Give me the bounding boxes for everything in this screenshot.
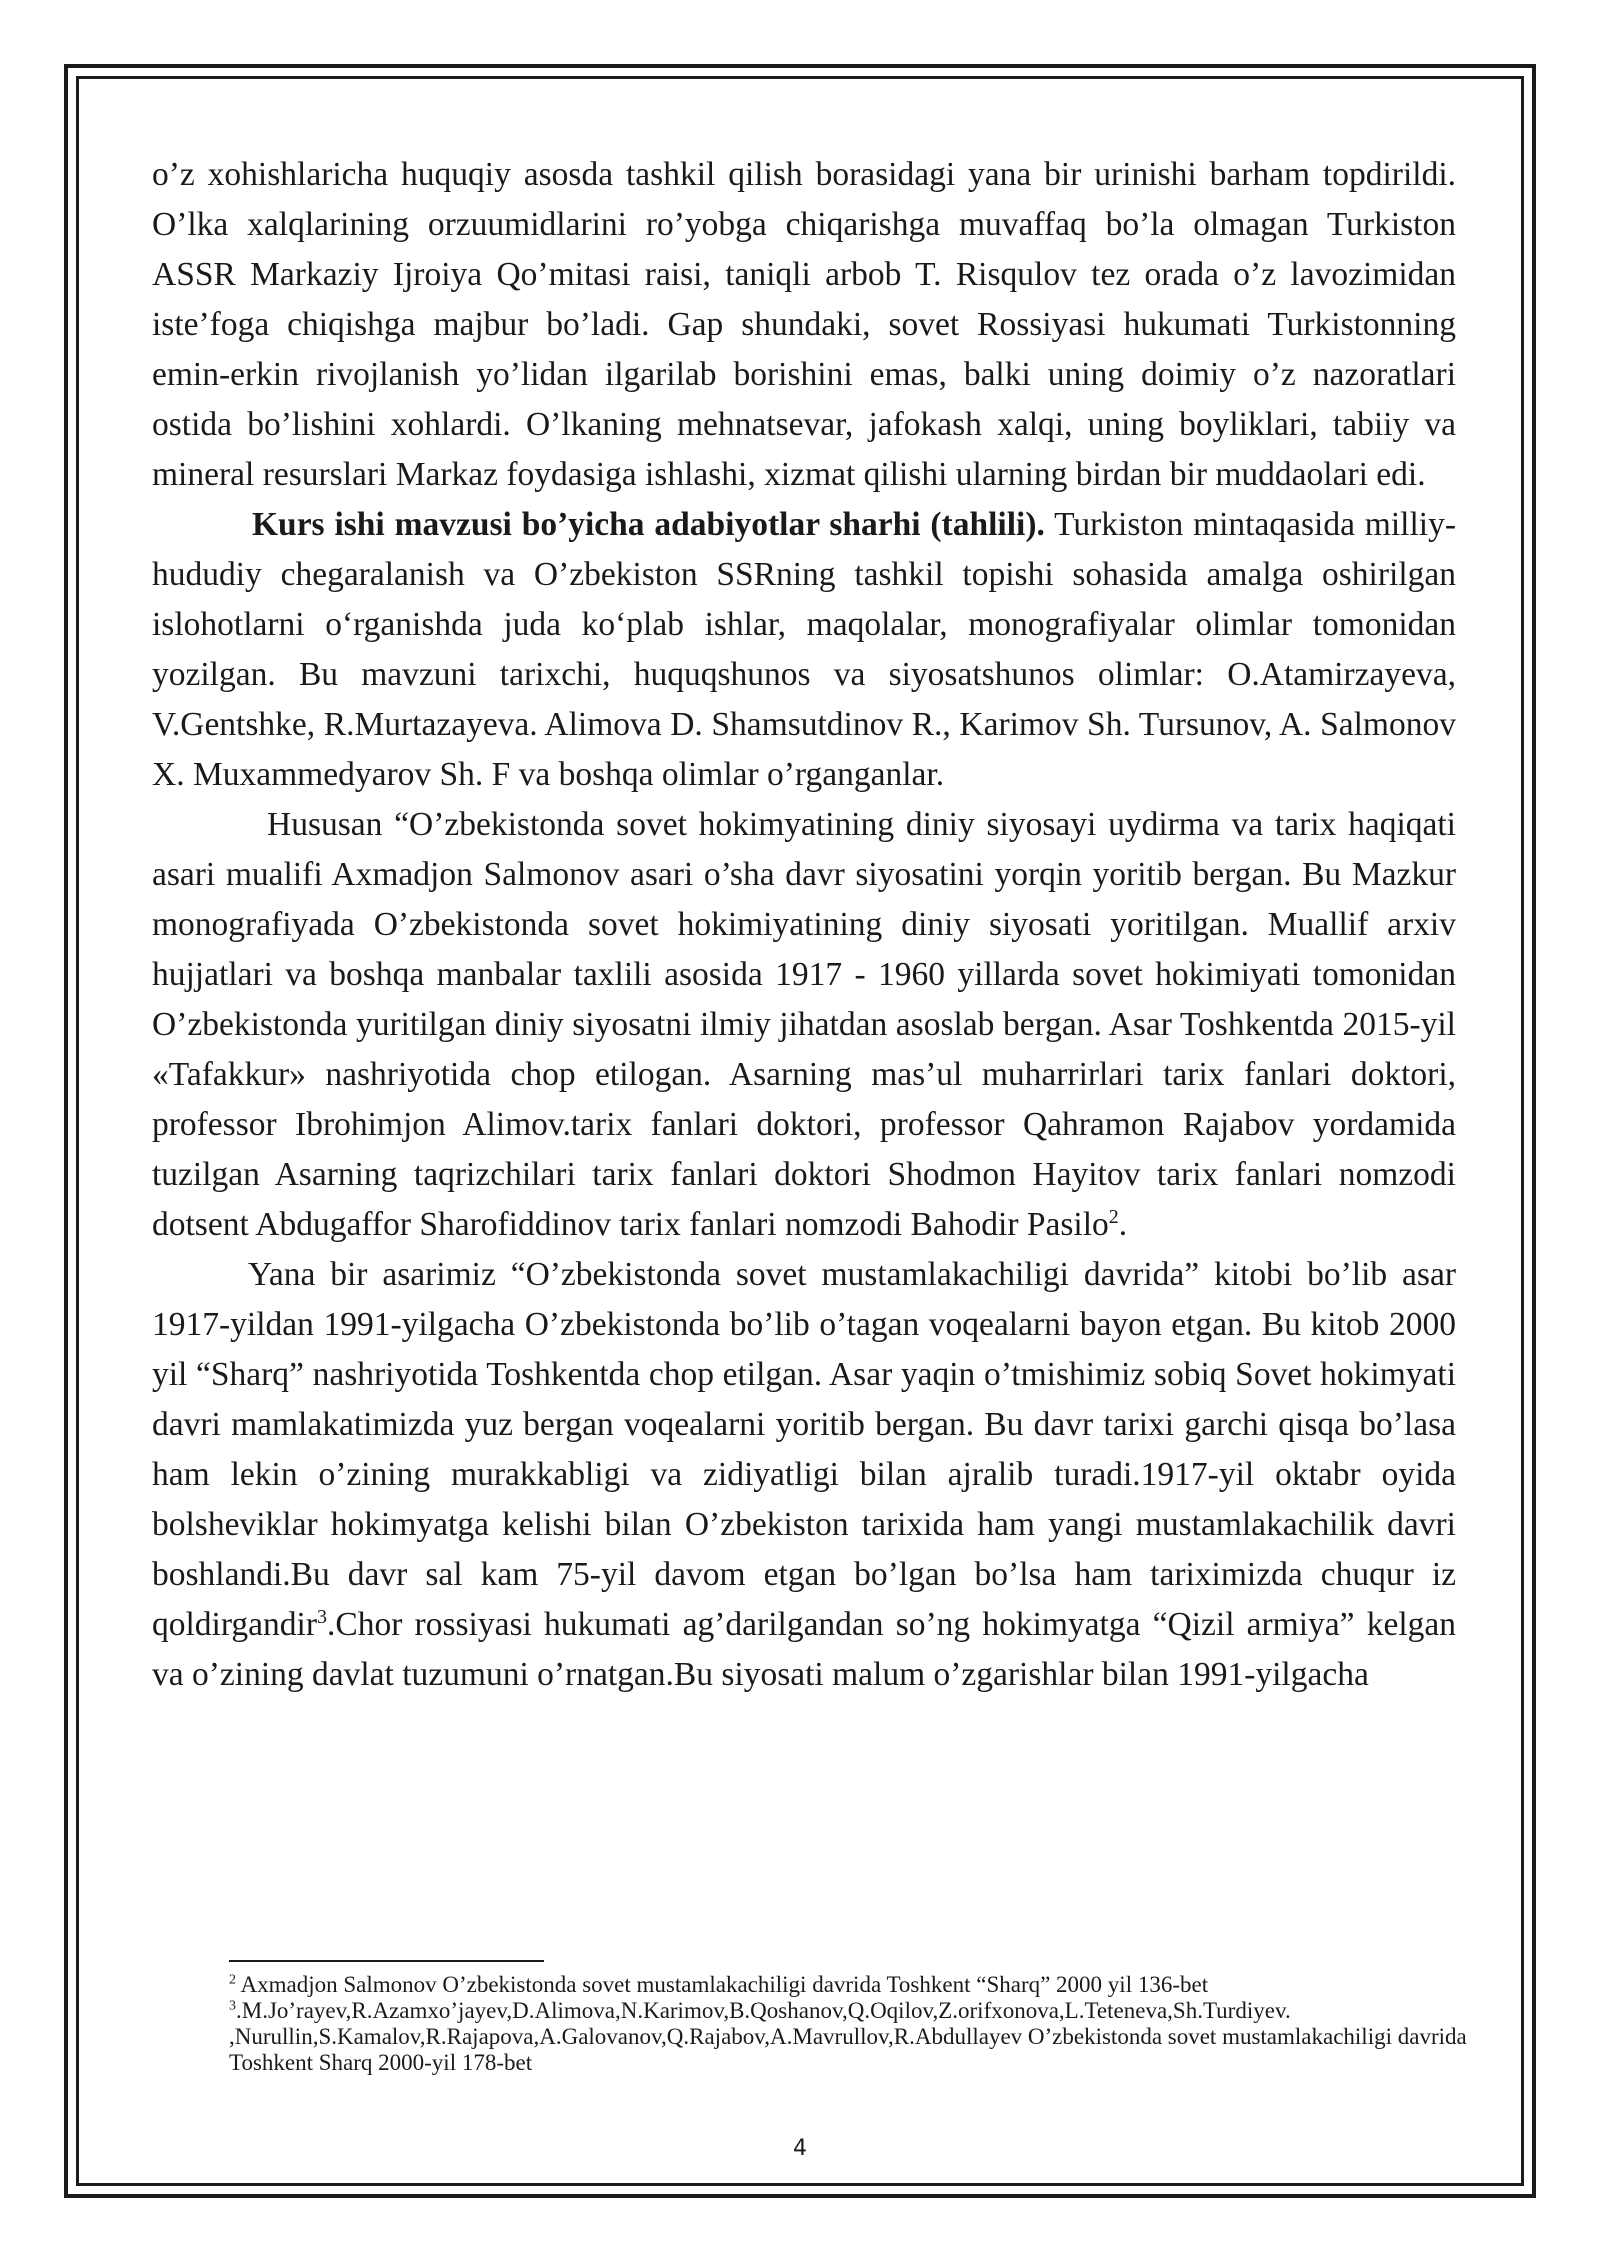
- footnotes: [229, 1972, 1491, 2076]
- footnote-separator: [229, 1960, 544, 1962]
- footnote-3-text: .M.Jo’rayev,R.Azamxo’jayev,D.Alimova,N.Karimov,B.Qoshanov,Q.Oqilov,Z.orifxonova,L.Teteneva,Sh.Turdiyev. ,Nurullin,S.Kamalov,R.Rajapova,A.Galovanov,Q.Rajabov,A.Mavrullov,R.Abdullayev O’zbekistonda sovet mustamlakachiligi davrida Toshkent Sharq 2000-yil 178-bet: [229, 1998, 1467, 2075]
- footnote-2: [229, 1972, 1491, 1998]
- footnote-ref-3[interactable]: 3: [317, 1605, 327, 1628]
- paragraph-1-text: o’z xohishlaricha huquqiy asosda tashkil qilish borasidagi yana bir urinishi barham topdirildi. O’lka xalqlarining orzuumidlarini ro’yobga chiqarishga muvaffaq bo’la olmagan Turkiston ASSR Markaziy Ijroiya Qo’mitasi raisi, taniqli arbob T. Risqulov tez orada o’z lavozimidan iste’foga chiqishga majbur bo’ladi. Gap shundaki, sovet Rossiyasi hukumati Turkistonning emin-erkin rivojlanish yo’lidan ilgarilab borishini emas, balki uning doimiy o’z nazoratlari ostida bo’lishini xohlardi. O’lkaning mehnatsevar, jafokash xalqi, uning boyliklari, tabiiy va mineral resurslari Markaz foydasiga ishlashi, xizmat qilishi ularning birdan bir muddaolari edi.: [152, 156, 1456, 493]
- footnote-3: [229, 1998, 1491, 2076]
- paragraph-1: [152, 150, 1456, 500]
- paragraph-3-end: .: [1118, 1206, 1128, 1243]
- footnote-2-text: Axmadjon Salmonov O’zbekistonda sovet mustamlakachiligi davrida Toshkent “Sharq” 2000 yil 136-bet: [236, 1972, 1209, 1997]
- paragraph-3-text: Hususan “O’zbekistonda sovet hokimyatining diniy siyosayi uydirma va tarix haqiqati asari mualifi Axmadjon Salmonov asari o’sha davr siyosatini yorqin yoritib bergan. Bu Mazkur monografiyada O’zbekistonda sovet hokimiyatining diniy siyosati yoritilgan. Muallif arxiv hujjatlari va boshqa manbalar taxlili asosida 1917 - 1960 yillarda sovet hokimiyati tomonidan O’zbekistonda yuritilgan diniy siyosatni ilmiy jihatdan asoslab bergan. Asar Toshkentda 2015-yil «Tafakkur» nashriyotida chop etilogan. Asarning mas’ul muharrirlari tarix fanlari doktori, professor Ibrohimjon Alimov.tarix fanlari doktori, professor Qahramon Rajabov yordamida tuzilgan Asarning taqrizchilari tarix fanlari doktori Shodmon Hayitov tarix fanlari nomzodi dotsent Abdugaffor Sharofiddinov tarix fanlari nomzodi Bahodir Pasilo: [152, 806, 1456, 1243]
- footnote-2-mark: 2: [229, 1972, 236, 1988]
- main-text: [152, 150, 1456, 1700]
- page-number: 4: [793, 2136, 807, 2161]
- footnote-ref-2[interactable]: 2: [1108, 1205, 1119, 1228]
- paragraph-4: [152, 1250, 1456, 1700]
- paragraph-4-end: .Chor rossiyasi hukumati ag’darilgandan so’ng hokimyatga “Qizil armiya” kelgan va o’zining davlat tuzumuni o’rnatgan.Bu siyosati malum o’zgarishlar bilan 1991-yilgacha: [152, 1606, 1456, 1693]
- paragraph-4-text: Yana bir asarimiz “O’zbekistonda sovet mustamlakachiligi davrida” kitobi bo’lib asar 1917-yildan 1991-yilgacha O’zbekistonda bo’lib o’tagan voqealarni bayon etgan. Bu kitob 2000 yil “Sharq” nashriyotida Toshkentda chop etilgan. Asar yaqin o’tmishimiz sobiq Sovet hokimyati davri mamlakatimizda yuz bergan voqealarni yoritib bergan. Bu davr tarixi garchi qisqa bo’lasa ham lekin o’zining murakkabligi va zidiyatligi bilan ajralib turadi.1917-yil oktabr oyida bolsheviklar hokimyatga kelishi bilan O’zbekiston tarixida ham yangi mustamlakachilik davri boshlandi.Bu davr sal kam 75-yil davom etgan bo’lgan bo’lsa ham tariximizda chuqur iz qoldirgandir: [152, 1256, 1456, 1643]
- footnote-3-mark: 3: [229, 1998, 236, 2014]
- paragraph-3: [152, 800, 1456, 1250]
- section-heading: Kurs ishi mavzusi bo’yicha adabiyotlar sharhi (tahlili).: [252, 506, 1045, 543]
- paragraph-2-text: Turkiston mintaqasida milliy-hududiy chegaralanish va O’zbekiston SSRning tashkil topishi sohasida amalga oshirilgan islohotlarni o‘rganishda juda ko‘plab ishlar, maqolalar, monografiyalar olimlar tomonidan yozilgan. Bu mavzuni tarixchi, huquqshunos va siyosatshunos olimlar: O.Atamirzayeva, V.Gentshke, R.Murtazayeva. Alimova D. Shamsutdinov R., Karimov Sh. Tursunov, A. Salmonov X. Muxammedyarov Sh. F va boshqa olimlar o’rganganlar.: [152, 506, 1456, 793]
- paragraph-2: [152, 500, 1456, 800]
